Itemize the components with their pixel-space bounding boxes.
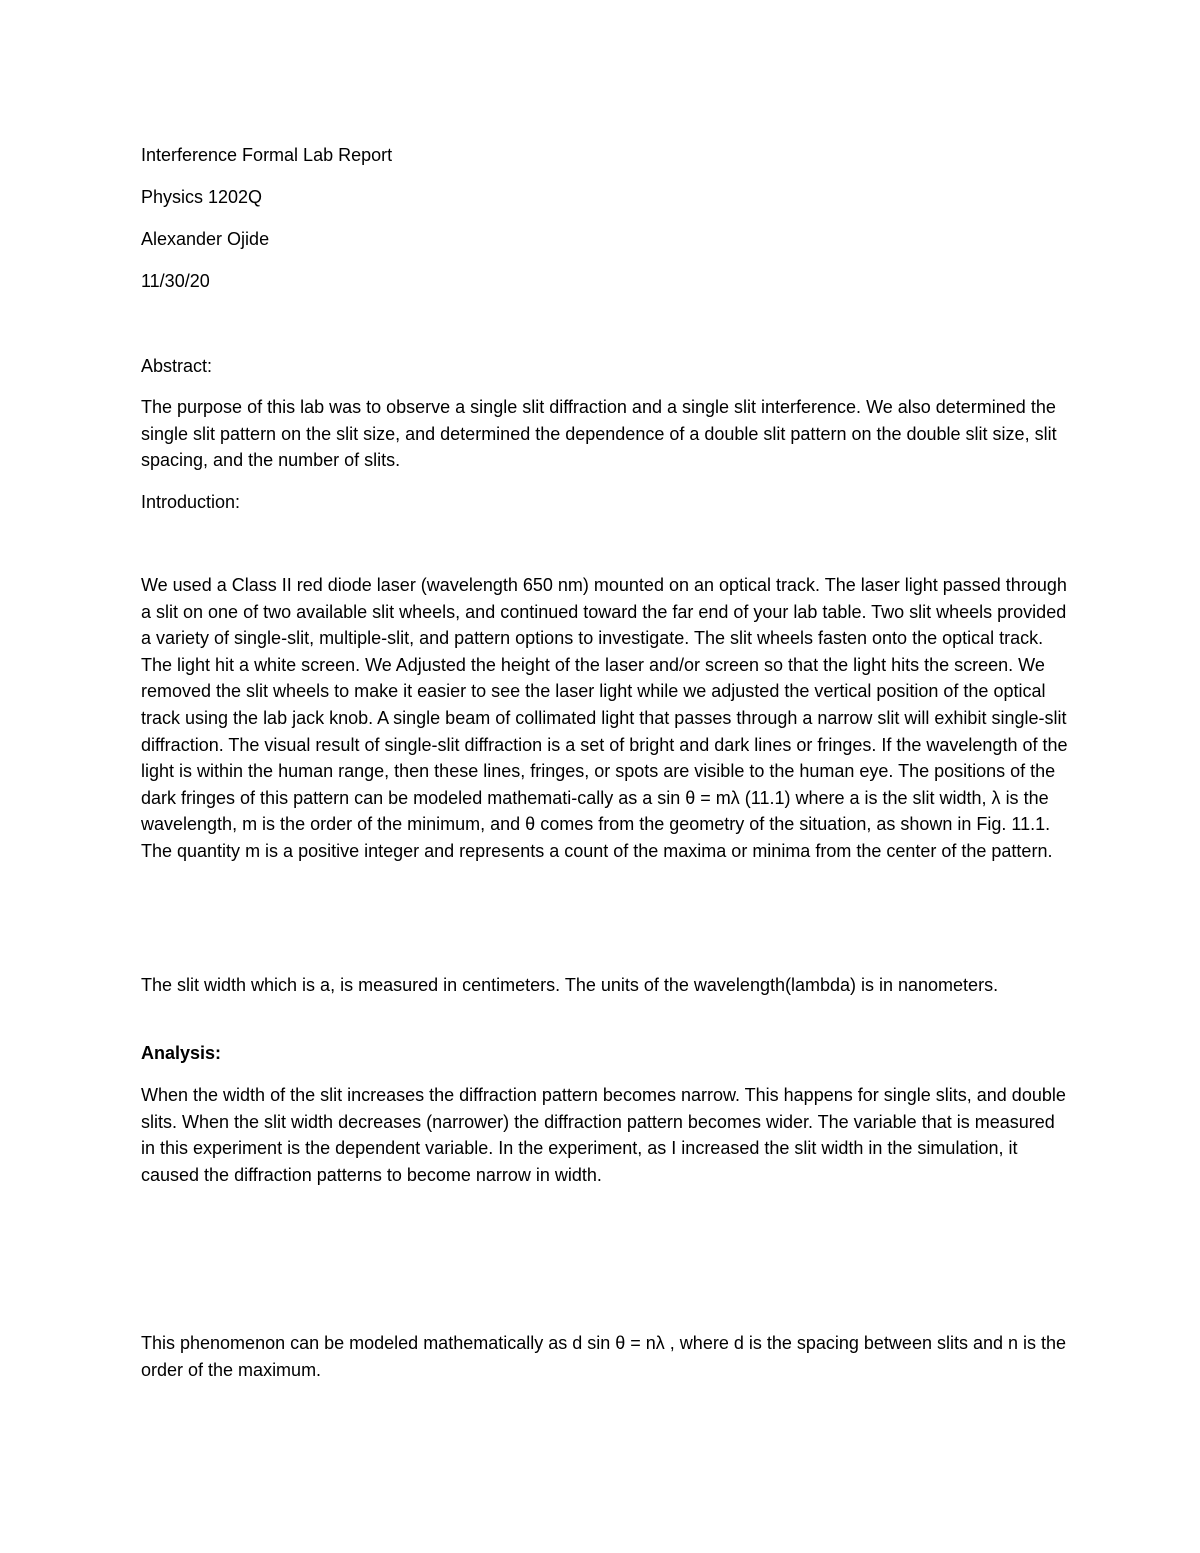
- introduction-body: We used a Class II red diode laser (wavelength 650 nm) mounted on an optical track. The laser light passed through a slit on one of two available slit wheels, and continued toward the far end of your lab table. Two slit wheels provided a variety of single-slit, multiple-slit, and pattern options to investigate. The slit wheels fasten onto the optical track. The light hit a white screen. We Adjusted the height of the laser and/or screen so that the light hits the screen. We removed the slit wheels to make it easier to see the laser light while we adjusted the vertical position of the optical track using the lab jack knob. A single beam of collimated light that passes through a narrow slit will exhibit single-slit diffraction. The visual result of single-slit diffraction is a set of bright and dark lines or fringes. If the wavelength of the light is within the human range, then these lines, fringes, or spots are visible to the human eye. The positions of the dark fringes of this pattern can be modeled mathemati-cally as a sin θ = mλ (11.1) where a is the slit width, λ is the wavelength, m is the order of the minimum, and θ comes from the geometry of the situation, as shown in Fig. 11.1. The quantity m is a positive integer and represents a count of the maxima or minima from the center of the pattern.: [141, 575, 1068, 861]
- abstract-heading: Abstract:: [141, 356, 213, 376]
- equation-note: This phenomenon can be modeled mathematically as d sin θ = nλ , where d is the spacing between slits and n is the order of the maximum.: [141, 1333, 1067, 1380]
- course-name: Physics 1202Q: [141, 187, 263, 207]
- analysis-body: When the width of the slit increases the diffraction pattern becomes narrow. This happens for single slits, and double slits. When the slit width decreases (narrower) the diffraction pattern becomes wider. The variable that is measured in this experiment is the dependent variable. In the experiment, as I increased the slit width in the simulation, it caused the diffraction patterns to become narrow in width.: [141, 1085, 1066, 1185]
- abstract-body: The purpose of this lab was to observe a single slit diffraction and a single slit interference. We also determined the single slit pattern on the slit size, and determined the dependence of a double slit pattern on the double slit size, slit spacing, and the number of slits.: [141, 397, 1057, 471]
- report-date: 11/30/20: [141, 271, 210, 291]
- introduction-heading: Introduction:: [141, 492, 241, 512]
- report-title: Interference Formal Lab Report: [141, 145, 393, 165]
- analysis-heading: Analysis:: [141, 1043, 222, 1063]
- author-name: Alexander Ojide: [141, 229, 270, 249]
- units-note: The slit width which is a, is measured in centimeters. The units of the wavelength(lambda) is in nanometers.: [141, 975, 999, 995]
